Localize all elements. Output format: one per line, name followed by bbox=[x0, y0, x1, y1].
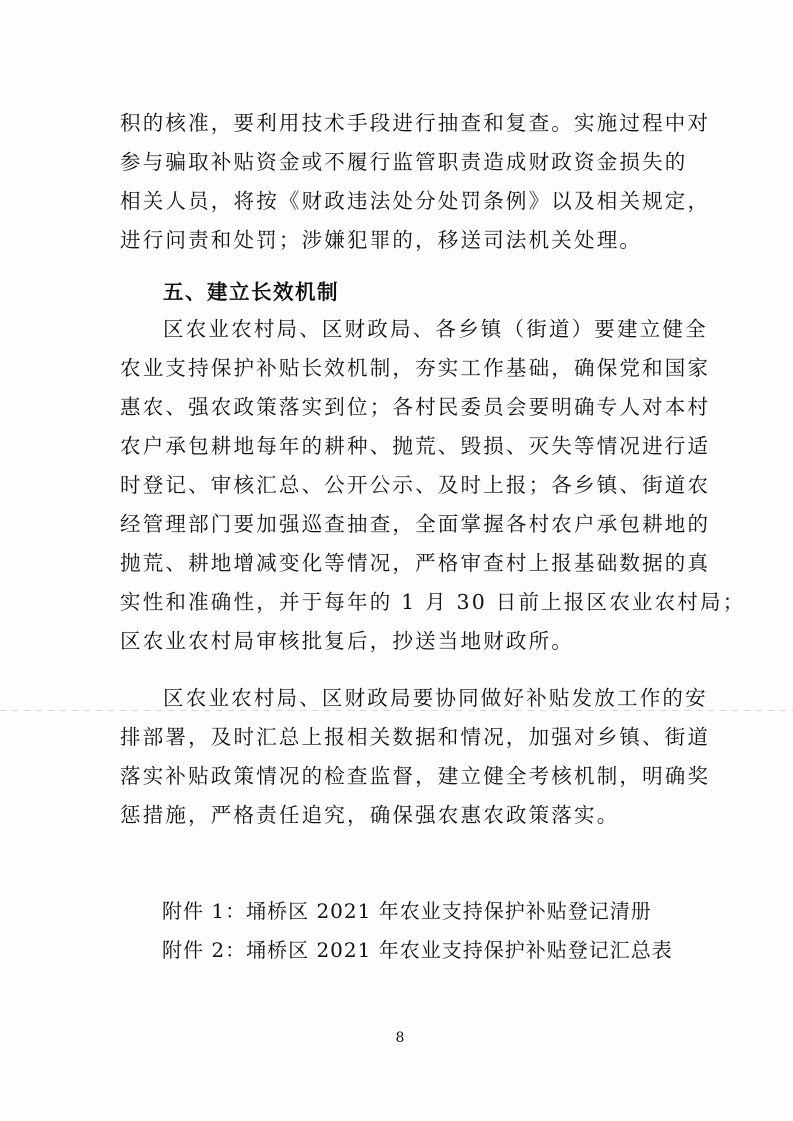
section-heading: 五、建立长效机制 bbox=[163, 280, 339, 304]
paragraph-line: 落实补贴政策情况的检查监督，建立健全考核机制，明确奖 bbox=[120, 764, 711, 788]
paragraph-line: 区农业农村局、区财政局、各乡镇（街道）要建立健全 bbox=[163, 317, 708, 341]
paragraph-line: 进行问责和处罚；涉嫌犯罪的，移送司法机关处理。 bbox=[120, 228, 643, 252]
paragraph-line: 区农业农村局审核批复后，抄送当地财政所。 bbox=[120, 629, 574, 653]
paragraph-line: 惩措施，严格责任追究，确保强农惠农政策落实。 bbox=[120, 803, 620, 827]
attachment-item: 附件 2：埇桥区 2021 年农业支持保护补贴登记汇总表 bbox=[162, 938, 673, 962]
page-number: 8 bbox=[395, 1030, 405, 1046]
paragraph-line: 农业支持保护补贴长效机制，夯实工作基础，确保党和国家 bbox=[120, 356, 711, 380]
paragraph-line: 经管理部门要加强巡查抽查，全面掌握各村农户承包耕地的 bbox=[120, 512, 711, 536]
paragraph-line: 实性和准确性，并于每年的 1 月 30 日前上报区农业农村局； bbox=[120, 590, 746, 614]
attachment-item: 附件 1：埇桥区 2021 年农业支持保护补贴登记清册 bbox=[162, 899, 652, 923]
paragraph-line: 农户承包耕地每年的耕种、抛荒、毁损、灭失等情况进行适 bbox=[120, 434, 711, 458]
paragraph-line: 排部署，及时汇总上报相关数据和情况，加强对乡镇、街道 bbox=[120, 725, 711, 749]
paragraph-line: 参与骗取补贴资金或不履行监管职责造成财政资金损失的 bbox=[120, 150, 688, 174]
paragraph-line: 时登记、审核汇总、公开公示、及时上报；各乡镇、街道农 bbox=[120, 473, 711, 497]
paragraph-line: 抛荒、耕地增减变化等情况，严格审查村上报基础数据的真 bbox=[120, 551, 711, 575]
paragraph-line: 区农业农村局、区财政局要协同做好补贴发放工作的安 bbox=[163, 686, 708, 710]
paragraph-line: 惠农、强农政策落实到位；各村民委员会要明确专人对本村 bbox=[120, 395, 711, 419]
paragraph-line: 相关人员，将按《财政违法处分处罚条例》以及相关规定， bbox=[120, 189, 711, 213]
paragraph-line: 积的核准，要利用技术手段进行抽查和复查。实施过程中对 bbox=[120, 111, 711, 135]
